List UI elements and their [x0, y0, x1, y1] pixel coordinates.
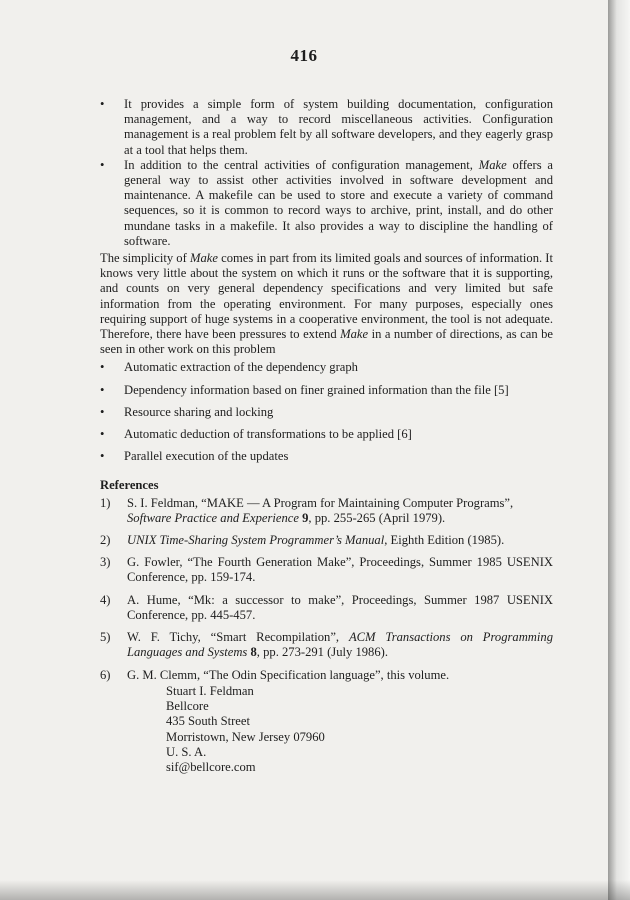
feature-text: Parallel execution of the updates — [124, 449, 289, 464]
bullet-text-post: offers a general way to assist other activities involved in software development and maintenance. A makefile can be used to store and execute a variety of command sequences, so it is common to record ways to archive, print, install, and do other mundane tasks in a makefile. It also provides a way to discipline the handling of software. — [124, 157, 554, 248]
reference-item — [100, 496, 553, 526]
author-name: Stuart I. Feldman — [166, 684, 254, 698]
reference-title: ACM Transactions on Programming Languages and Systems — [127, 630, 553, 660]
reference-number: 2) — [100, 533, 111, 548]
bullet-text-pre: In addition to the central activities of configuration management, — [124, 157, 479, 172]
feature-text: Dependency information based on finer grained information than the file [5] — [124, 382, 509, 397]
author-email: sif@bellcore.com — [166, 760, 256, 775]
author-city: Morristown, New Jersey 07960 — [166, 729, 325, 744]
reference-text: G. M. Clemm, “The Odin Specification language”, this volume. — [127, 667, 450, 682]
body-paragraph — [100, 251, 553, 357]
reference-item — [100, 630, 553, 660]
bullet-icon: • — [100, 404, 105, 419]
page-bottom-shadow — [0, 880, 630, 900]
bullet-icon: • — [100, 382, 105, 397]
feature-bullet — [100, 360, 553, 375]
reference-text: A. Hume, “Mk: a successor to make”, Proceedings, Summer 1987 USENIX Conference, pp. 445-457. — [127, 592, 553, 622]
reference-number: 1) — [100, 495, 111, 510]
author-street: 435 South Street — [166, 714, 250, 729]
intro-bullet-1 — [100, 97, 553, 158]
feature-text: Resource sharing and locking — [124, 404, 274, 419]
feature-text: Automatic extraction of the dependency graph — [124, 360, 358, 375]
reference-item — [100, 533, 553, 548]
reference-title: UNIX Time-Sharing System Programmer’s Manual — [127, 533, 385, 548]
reference-volume: 8 — [247, 645, 257, 660]
bullet-icon: • — [100, 157, 105, 172]
bullet-icon: • — [100, 97, 105, 111]
page-number: 416 — [290, 46, 318, 65]
feature-bullet — [100, 427, 553, 442]
reference-title: Software Practice and Experience — [127, 510, 299, 525]
bullet-text-em: Make — [478, 157, 507, 172]
author-country: U. S. A. — [166, 744, 207, 759]
reference-number: 5) — [100, 630, 111, 645]
main-text — [100, 97, 553, 690]
feature-bullet — [100, 449, 553, 464]
reference-volume: 9 — [298, 510, 309, 525]
feature-bullet — [100, 383, 553, 398]
feature-bullet — [100, 405, 553, 420]
page-gutter-shadow — [608, 0, 630, 900]
reference-list — [100, 496, 553, 683]
references-heading: References — [100, 478, 159, 493]
reference-number: 4) — [100, 592, 111, 607]
feature-text: Automatic deduction of transformations to be applied [6] — [124, 427, 412, 442]
reference-text: , pp. 255-265 (April 1979). — [308, 510, 446, 525]
intro-bullet-list — [100, 97, 553, 249]
reference-item — [100, 555, 553, 585]
reference-item — [100, 593, 553, 623]
reference-text: W. F. Tichy, “Smart Recompilation”, — [127, 630, 349, 645]
paragraph-text: The simplicity of — [100, 251, 190, 266]
author-organization: Bellcore — [166, 699, 209, 714]
bullet-icon: • — [100, 449, 105, 464]
paragraph-emphasis: Make — [340, 327, 369, 342]
reference-number: 3) — [100, 555, 111, 570]
reference-number: 6) — [100, 667, 111, 682]
bullet-icon: • — [100, 427, 105, 442]
paragraph-text: in a number of directions, as can be seen in other work on this problem — [100, 327, 553, 357]
reference-text: , pp. 273-291 (July 1986). — [256, 645, 388, 660]
bullet-icon: • — [100, 360, 105, 375]
paragraph-text: comes in part from its limited goals and sources of information. It knows very little about the system on which it runs or the software that it is supporting, and counts on very general dependency specifications and very limited but safe information from the operating environment. For many purposes, especially ones requiring support of huge systems in a cooperative environment, the tool is not adequate. Therefore, there have been pressures to extend — [100, 251, 554, 342]
feature-bullet-list — [100, 360, 553, 464]
reference-text: G. Fowler, “The Fourth Generation Make”, Proceedings, Summer 1985 USENIX Conference, pp. 159-174. — [127, 555, 553, 585]
intro-bullet-2 — [100, 158, 553, 249]
reference-item — [100, 668, 553, 683]
paragraph-emphasis: Make — [189, 251, 218, 266]
bullet-text: It provides a simple form of system building documentation, configuration management, and a way to record miscellaneous activities. Configuration management is a real problem felt by all software developers, and they eagerly grasp at a tool that helps them. — [124, 97, 553, 157]
reference-text: , Eighth Edition (1985). — [384, 533, 505, 548]
reference-text: S. I. Feldman, “MAKE — A Program for Maintaining Computer Programs”, — [127, 495, 514, 510]
author-address — [166, 684, 325, 775]
